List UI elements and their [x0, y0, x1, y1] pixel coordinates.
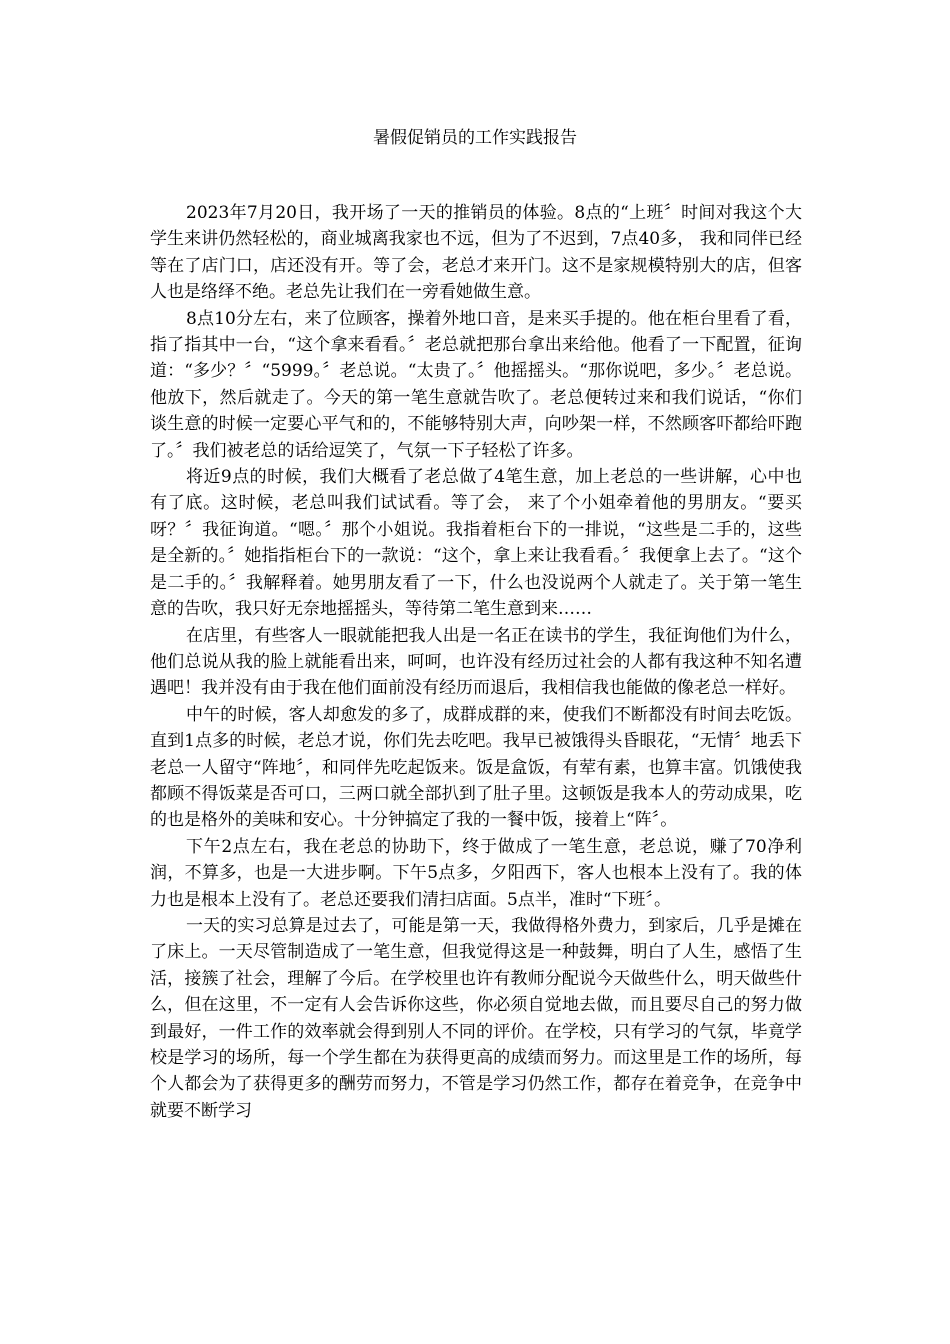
paragraph: 8点10分左右，来了位顾客，操着外地口音，是来买手提的。他在柜台里看了看，指了指其中一台，“这个拿来看看。〞老总就把那台拿出来给他。他看了一下配置，征询道：“多少？〞“5999。〞老总说。“太贵了。〞他摇摇头。“那你说吧，多少。〞老总说。他放下，然后就走了。今天的第一笔生意就告吹了。老总便转过来和我们说话，“你们谈生意的时候一定要心平气和的，不能够特别大声，向吵架一样，不然顾客吓都给吓跑了。〞我们被老总的话给逗笑了，气氛一下子轻松了许多。	[150, 308, 802, 461]
document-body	[150, 200, 802, 1124]
paragraph: 下午2点左右，我在老总的协助下，终于做成了一笔生意，老总说，赚了70净利润，不算多，也是一大进步啊。下午5点多，夕阳西下，客人也根本上没有了。我的体力也是根本上没有了。老总还要我们清扫店面。5点半，准时“下班〞。	[150, 836, 802, 910]
paragraph: 中午的时候，客人却愈发的多了，成群成群的来，使我们不断都没有时间去吃饭。直到1点多的时候，老总才说，你们先去吃吧。我早已被饿得头昏眼花，“无情〞地丢下老总一人留守“阵地〞，和同伴先吃起饭来。饭是盒饭，有荤有素，也算丰富。饥饿使我都顾不得饭菜是否可口，三两口就全部扒到了肚子里。这顿饭是我本人的劳动成果，吃的也是格外的美味和安心。十分钟搞定了我的一餐中饭，接着上“阵〞。	[150, 704, 802, 831]
paragraph: 在店里，有些客人一眼就能把我人出是一名正在读书的学生，我征询他们为什么，他们总说从我的脸上就能看出来，呵呵，也许没有经历过社会的人都有我这种不知名遭遇吧！我并没有由于我在他们面前没有经历而退后，我相信我也能做的像老总一样好。	[150, 625, 802, 699]
document-title: 暑假促销员的工作实践报告	[373, 128, 577, 148]
paragraph: 一天的实习总算是过去了，可能是第一天，我做得格外费力，到家后，几乎是摊在了床上。一天尽管制造成了一笔生意，但我觉得这是一种鼓舞，明白了人生，感悟了生活，接簇了社会，理解了今后。在学校里也许有教师分配说今天做些什么，明天做些什么，但在这里，不一定有人会告诉你这些，你必须自觉地去做，而且要尽自己的努力做到最好，一件工作的效率就会得到别人不同的评价。在学校，只有学习的气氛，毕竟学校是学习的场所，每一个学生都在为获得更高的成绩而努力。而这里是工作的场所，每个人都会为了获得更多的酬劳而努力，不管是学习仍然工作，都存在着竞争，在竞争中就要不断学习	[150, 915, 802, 1121]
paragraph: 将近9点的时候，我们大概看了老总做了4笔生意，加上老总的一些讲解，心中也有了底。这时候，老总叫我们试试看。等了会， 来了个小姐牵着他的男朋友。“要买呀？〞我征询道。“嗯。〞那个小姐说。我指着柜台下的一排说，“这些是二手的，这些是全新的。〞她指指柜台下的一款说：“这个，拿上来让我看看。〞我便拿上去了。“这个是二手的。〞我解释着。她男朋友看了一下，什么也没说两个人就走了。关于第一笔生意的告吹，我只好无奈地摇摇头，等待第二笔生意到来……	[150, 467, 802, 620]
paragraph: 2023年7月20日，我开场了一天的推销员的体验。8点的“上班〞时间对我这个大学生来讲仍然轻松的，商业城离我家也不远，但为了不迟到，7点40多， 我和同伴已经等在了店门口，店还没有开。等了会，老总才来开门。这不是家规模特别大的店，但客人也是络绎不绝。老总先让我们在一旁看她做生意。	[150, 203, 802, 303]
